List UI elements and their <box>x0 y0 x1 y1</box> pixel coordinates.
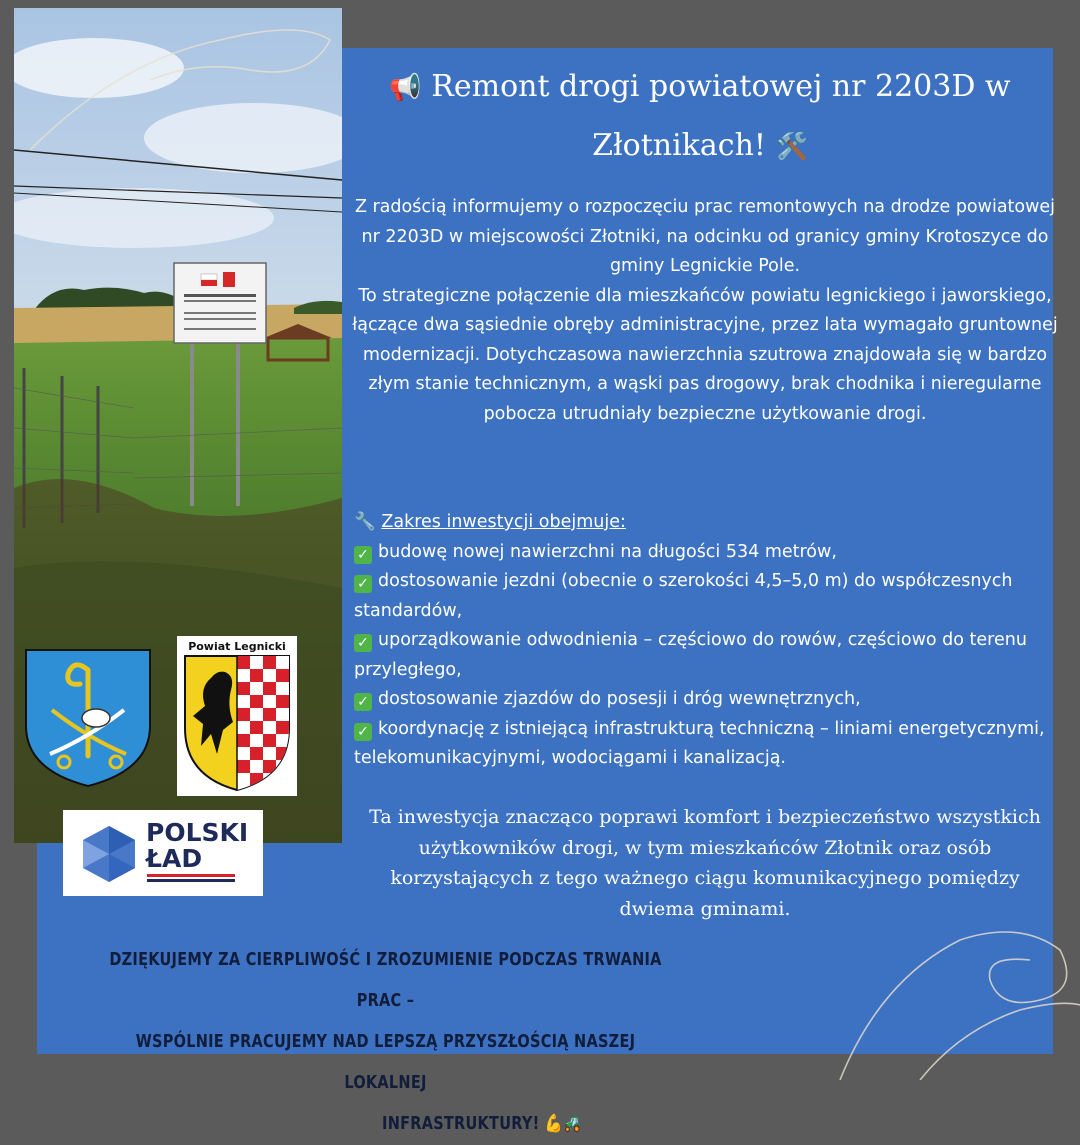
investment-scope <box>354 508 1054 774</box>
wrench-icon: 🔧 <box>354 512 376 532</box>
check-mark-icon: ✓ <box>354 723 372 741</box>
municipality-crest <box>24 648 152 792</box>
list-item: ✓ budowę nowej nawierzchni na długości 534 metrów, <box>354 538 1054 568</box>
page-title <box>350 58 1050 176</box>
title-line-2: Złotnikach! <box>592 128 766 163</box>
intro-text <box>350 193 1060 429</box>
hammer-wrench-icon: 🛠️ <box>775 132 808 162</box>
logo-line-1: POLSKI <box>146 818 249 847</box>
closing-paragraph: Ta inwestycja znacząco poprawi komfort i bezpieczeństwo wszystkich użytkowników drogi, w tym mieszkańców Złotnik oraz osób korzystających z tego ważnego ciągu komunikacyjnego pomiędzy dwiema gminami. <box>369 806 1041 920</box>
tractor-icon: 🚜 <box>563 1114 582 1134</box>
check-mark-icon: ✓ <box>354 634 372 652</box>
intro-paragraph-1: Z radością informujemy o rozpoczęciu prac remontowych na drodze powiatowej nr 2203D w miejscowości Złotniki, na odcinku od granicy gminy Krotoszyce do gminy Legnickie Pole. <box>354 197 1056 276</box>
list-item: ✓ dostosowanie jezdni (obecnie o szerokości 4,5–5,0 m) do współczesnych standardów, <box>354 571 1013 621</box>
check-mark-icon: ✓ <box>354 693 372 711</box>
list-item: ✓ dostosowanie zjazdów do posesji i dróg wewnętrznych, <box>354 685 1054 715</box>
polski-lad-logo <box>63 810 263 896</box>
thanks-line-3: INFRASTRUKTURY! <box>382 1114 540 1134</box>
list-item: ✓ uporządkowanie odwodnienia – częściowo do rowów, częściowo do terenu przyległego, <box>354 630 1027 680</box>
thanks-message <box>95 940 676 1145</box>
list-item: ✓ koordynację z istniejącą infrastrukturą techniczną – liniami energetycznymi, telekomunikacyjnymi, wodociągami i kanalizacją. <box>354 718 1045 768</box>
scope-header: Zakres inwestycji obejmuje: <box>381 512 626 532</box>
title-line-1: Remont drogi powiatowej nr 2203D w <box>431 69 1011 104</box>
check-mark-icon: ✓ <box>354 575 372 593</box>
flexed-biceps-icon: 💪 <box>544 1114 564 1134</box>
county-crest-label: Powiat Legnicki <box>188 640 286 653</box>
intro-paragraph-2: To strategiczne połączenie dla mieszkańców powiatu legnickiego i jaworskiego, łączące dwa sąsiednie obręby administracyjne, przez lata wymagało gruntownej modernizacji. Dotychczasowa nawierzchnia szutrowa znajdowała się w bardzo złym stanie technicznym, a wąski pas drogowy, brak chodnika i nieregularne pobocza utrudniały bezpieczne użytkowanie drogi. <box>352 285 1058 424</box>
county-crest <box>177 636 297 800</box>
logo-line-2: ŁAD <box>146 844 203 873</box>
check-mark-icon: ✓ <box>354 546 372 564</box>
megaphone-icon: 📢 <box>389 73 422 103</box>
thanks-line-2: WSPÓLNIE PRACUJEMY NAD LEPSZĄ PRZYSZŁOŚCIĄ NASZEJ LOKALNEJ <box>135 1032 636 1093</box>
thanks-line-1: DZIĘKUJEMY ZA CIERPLIWOŚĆ I ZROZUMIENIE PODCZAS TRWANIA PRAC – <box>109 950 662 1011</box>
